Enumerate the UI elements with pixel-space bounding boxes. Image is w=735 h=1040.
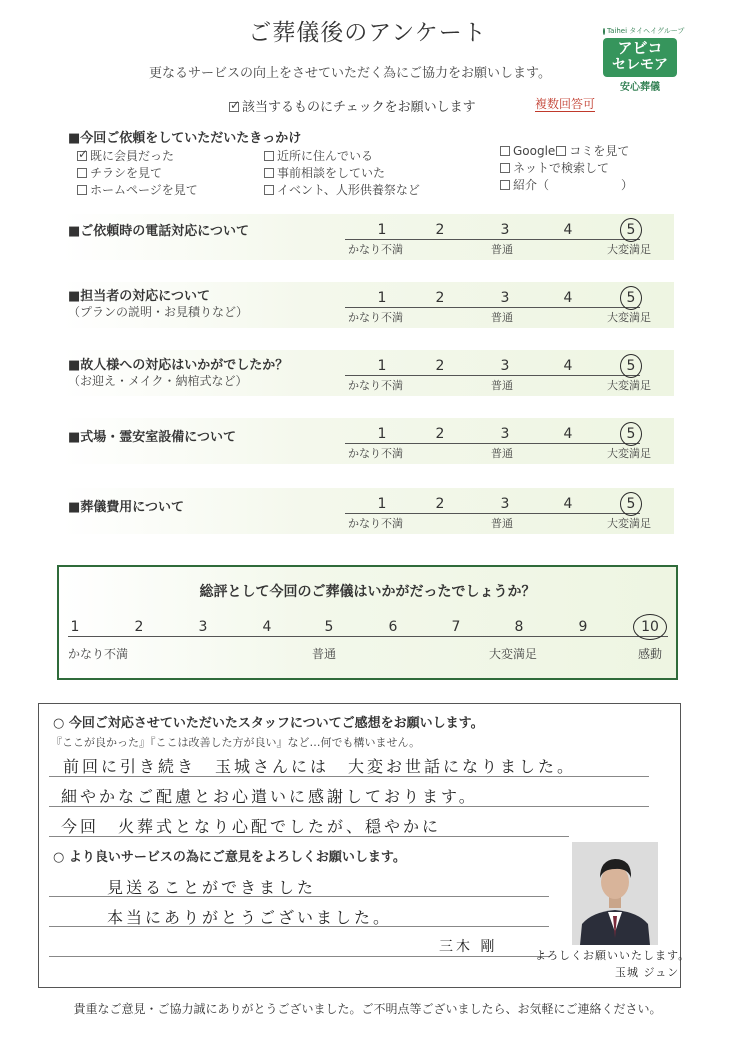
reason-option[interactable]: 近所に住んでいる <box>264 147 373 164</box>
scale-label-mid: 普通 <box>491 447 513 460</box>
scale-label-low: かなり不満 <box>348 517 403 530</box>
scale-line <box>345 513 640 514</box>
scale-line <box>345 443 640 444</box>
scale-number[interactable]: 4 <box>262 619 272 635</box>
selected-circle <box>620 422 642 446</box>
scale-number[interactable]: 1 <box>377 290 387 306</box>
scale-number[interactable]: 1 <box>377 222 387 238</box>
scale-number[interactable]: 2 <box>435 222 445 238</box>
rating-heading: ■式場・霊安室設備について <box>68 430 237 445</box>
reason-option[interactable]: 事前相談をしていた <box>264 164 385 181</box>
footer-text: 貴重なご意見・ご協力誠にありがとうございました。ご不明点等ございましたら、お気軽にご連絡ください。 <box>73 1002 662 1016</box>
scale-number[interactable]: 2 <box>435 290 445 306</box>
reason-option[interactable]: ネットで検索して <box>500 159 609 176</box>
rating-heading: ■故人様への対応はいかがでしたか？ <box>68 358 289 373</box>
selected-circle <box>620 354 642 378</box>
scale-number[interactable]: 4 <box>563 426 573 442</box>
scale-number[interactable]: 3 <box>500 222 510 238</box>
checkbox-icon[interactable] <box>77 185 87 195</box>
scale-label-mid: 普通 <box>491 379 513 392</box>
checkbox-icon[interactable] <box>556 146 566 156</box>
scale-label-high: 大変満足 <box>607 379 651 392</box>
scale-label-high: 大変満足 <box>607 243 651 256</box>
checkbox-icon[interactable] <box>500 163 510 173</box>
reason-option[interactable]: Google コミを見て <box>500 142 629 159</box>
scale-number[interactable]: 5 <box>626 426 636 442</box>
checkbox-icon[interactable] <box>264 168 274 178</box>
improvement-heading: ○ より良いサービスの為にご意見をよろしくお願いします。 <box>53 850 406 865</box>
selected-circle <box>620 492 642 516</box>
scale-number[interactable]: 4 <box>563 358 573 374</box>
scale-number[interactable]: 8 <box>514 619 524 635</box>
scale-number[interactable]: 10 <box>641 619 659 635</box>
multiple-answers-note: 複数回答可 <box>535 97 596 111</box>
scale-number[interactable]: 3 <box>500 426 510 442</box>
reason-option[interactable]: ホームページを見て <box>77 181 198 198</box>
company-logo <box>603 26 685 93</box>
handwritten-line: 前回に引き続き 玉城さんには 大変お世話になりました。 <box>63 757 577 776</box>
group-mark-icon <box>603 28 605 35</box>
rating-heading: ■担当者の対応について <box>68 289 211 304</box>
overall-question: 総評として今回のご葬儀はいかがだったでしょうか？ <box>199 584 536 600</box>
staff-feedback-hint: 『ここが良かった』『ここは改善した方が良い』など…何でも構いません。 <box>51 736 421 749</box>
intro-text: 更なるサービスの向上をさせていただく為にご協力をお願いします。 <box>149 66 551 81</box>
scale-label-high: 大変満足 <box>607 447 651 460</box>
page-title: ご葬儀後のアンケート <box>248 20 487 46</box>
scale-number[interactable]: 4 <box>563 496 573 512</box>
scale-number[interactable]: 3 <box>500 358 510 374</box>
scale-number[interactable]: 2 <box>435 496 445 512</box>
scale-line <box>68 636 668 637</box>
person-photo-icon <box>572 842 658 945</box>
scale-number[interactable]: 4 <box>563 222 573 238</box>
signature: 三木 剛 <box>439 939 498 955</box>
check-instruction: ✓該当するものにチェックをお願いします <box>229 96 476 115</box>
scale-line <box>345 307 640 308</box>
handwritten-line: 今回 火葬式となり心配でしたが、穏やかに <box>61 817 442 836</box>
selected-circle <box>620 286 642 310</box>
checkbox-icon <box>229 102 239 112</box>
reason-option[interactable]: イベント、人形供養祭など <box>264 181 420 198</box>
scale-label-mid: 普通 <box>491 311 513 324</box>
checkbox-icon[interactable] <box>500 180 510 190</box>
logo-line-2: セレモア <box>612 57 668 73</box>
scale-number[interactable]: 1 <box>70 619 80 635</box>
scale-number[interactable]: 3 <box>500 496 510 512</box>
scale-number[interactable]: 5 <box>626 222 636 238</box>
scale-label-mid: 普通 <box>491 243 513 256</box>
scale-number[interactable]: 5 <box>324 619 334 635</box>
staff-message: よろしくお願いいたします。 <box>535 949 691 962</box>
scale-number[interactable]: 3 <box>198 619 208 635</box>
scale-number[interactable]: 2 <box>435 358 445 374</box>
scale-label-low: かなり不満 <box>68 647 129 661</box>
reason-heading: ■今回ご依頼をしていただいたきっかけ <box>68 131 302 146</box>
scale-number[interactable]: 1 <box>377 496 387 512</box>
scale-label-low: かなり不満 <box>348 311 403 324</box>
selected-circle <box>620 218 642 242</box>
scale-number[interactable]: 6 <box>388 619 398 635</box>
rating-subheading: （お迎え・メイク・納棺式など） <box>68 374 248 388</box>
rating-heading: ■葬儀費用について <box>68 500 185 515</box>
reason-option[interactable]: チラシを見て <box>77 164 162 181</box>
handwritten-line: 本当にありがとうございました。 <box>107 908 393 927</box>
scale-label-low: かなり不満 <box>348 243 403 256</box>
scale-number[interactable]: 9 <box>578 619 588 635</box>
rating-heading: ■ご依頼時の電話対応について <box>68 224 250 239</box>
writing-line <box>49 956 549 957</box>
scale-label-low: かなり不満 <box>348 379 403 392</box>
scale-label-mid: 普通 <box>491 517 513 530</box>
scale-number[interactable]: 2 <box>134 619 144 635</box>
staff-name: 玉城 ジュン <box>615 966 680 979</box>
logo-sub: 安心葬儀 <box>620 82 660 93</box>
reason-option[interactable]: ✓既に会員だった <box>77 147 174 164</box>
scale-number[interactable]: 3 <box>500 290 510 306</box>
scale-number[interactable]: 4 <box>563 290 573 306</box>
staff-photo <box>572 842 658 945</box>
checkbox-icon[interactable] <box>77 168 87 178</box>
scale-number[interactable]: 5 <box>626 358 636 374</box>
scale-number[interactable]: 1 <box>377 358 387 374</box>
handwritten-line: 見送ることができました <box>107 878 317 897</box>
checkbox-checked-icon[interactable] <box>77 151 87 161</box>
checkbox-icon[interactable] <box>264 185 274 195</box>
scale-number[interactable]: 1 <box>377 426 387 442</box>
handwritten-line: 細やかなご配慮とお心遣いに感謝しております。 <box>61 787 478 806</box>
logo-group: Taihei タイヘイグループ <box>607 27 685 35</box>
selected-circle <box>633 614 667 640</box>
scale-number[interactable]: 2 <box>435 426 445 442</box>
scale-label-high: 大変満足 <box>489 647 538 661</box>
scale-line <box>345 375 640 376</box>
scale-line <box>345 239 640 240</box>
scale-number[interactable]: 5 <box>626 496 636 512</box>
reason-option[interactable]: 紹介（ ） <box>500 176 633 193</box>
scale-number[interactable]: 5 <box>626 290 636 306</box>
checkbox-icon[interactable] <box>264 151 274 161</box>
rating-subheading: （プランの説明・お見積りなど） <box>68 305 249 319</box>
logo-line-1: アビコ <box>617 39 663 57</box>
scale-label-top: 感動 <box>638 647 663 661</box>
scale-label-high: 大変満足 <box>607 311 651 324</box>
scale-label-low: かなり不満 <box>348 447 403 460</box>
scale-number[interactable]: 7 <box>451 619 461 635</box>
staff-feedback-heading: ○ 今回ご対応させていただいたスタッフについてご感想をお願いします。 <box>53 716 484 731</box>
scale-label-high: 大変満足 <box>607 517 651 530</box>
checkbox-icon[interactable] <box>500 146 510 156</box>
scale-label-mid: 普通 <box>312 647 337 661</box>
